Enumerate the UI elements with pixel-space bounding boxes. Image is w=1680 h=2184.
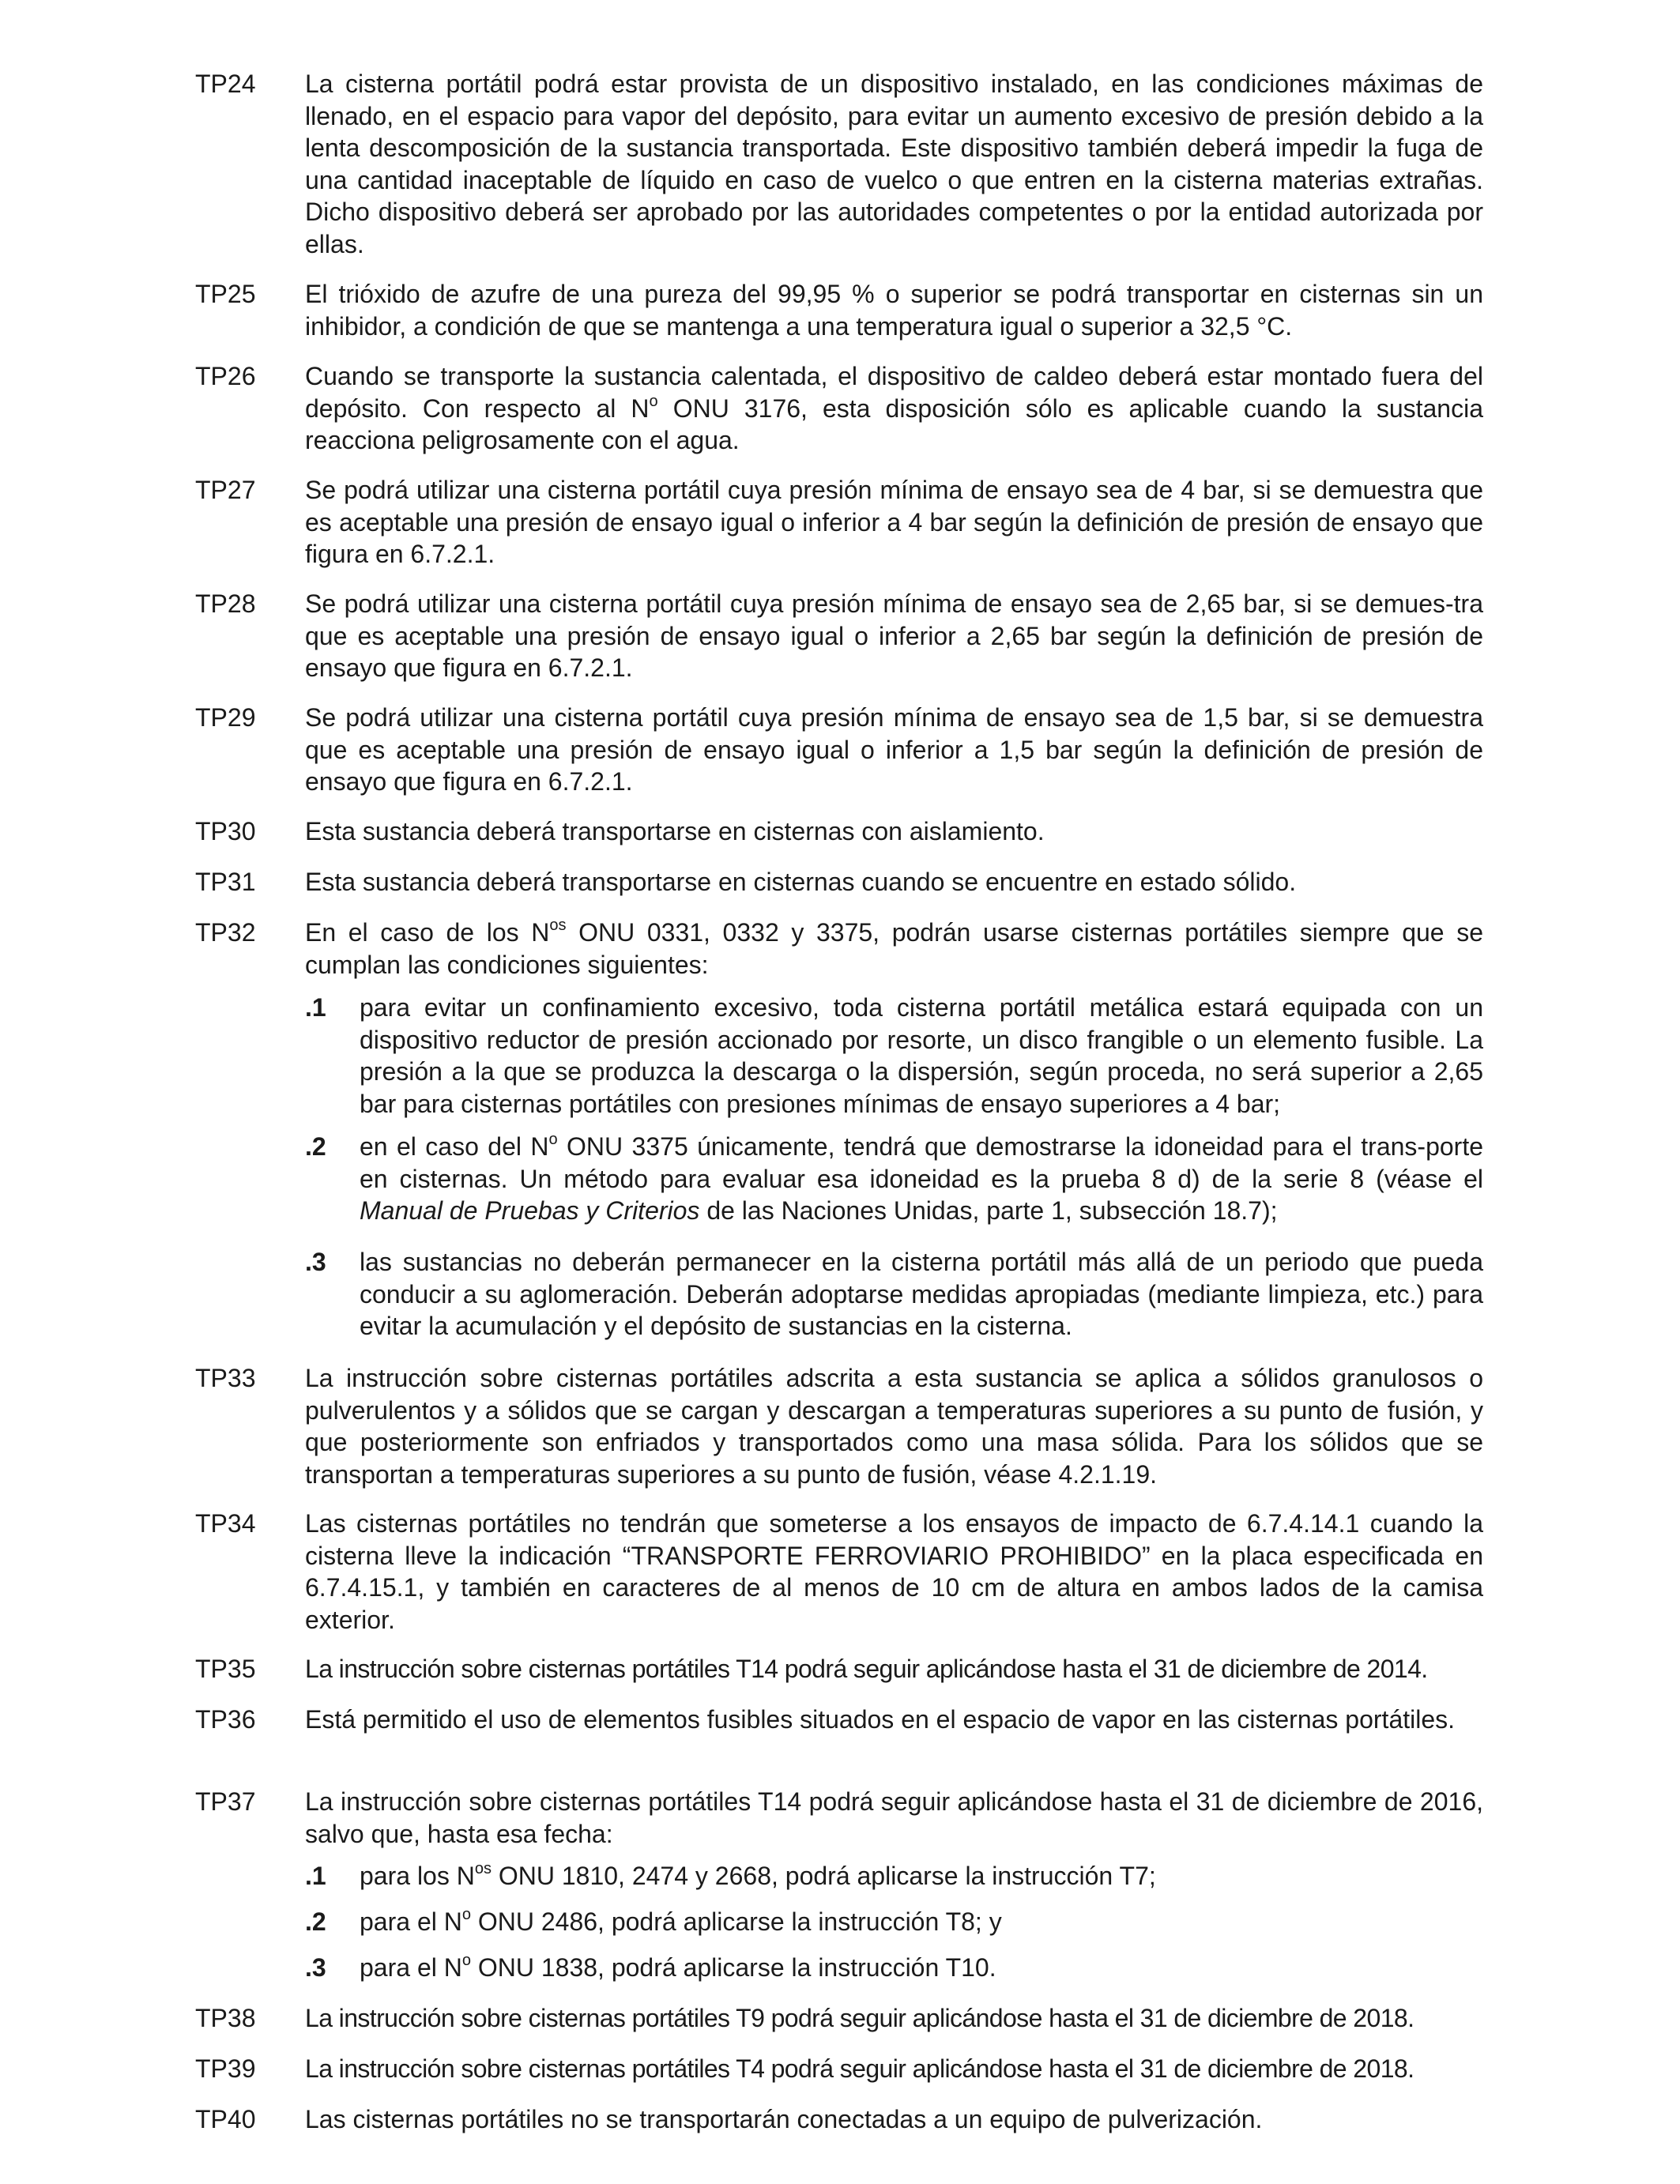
subitem-text: las sustancias no deberán permanecer en la cisterna portátil más allá de un periodo que pueda conducir a su aglomeración. Deberán adoptarse medidas apropiadas (mediante limpieza, etc.) para evitar la acumulación y el depósito de sustancias en la cisterna. (360, 1248, 1483, 1340)
provision-text: La instrucción sobre cisternas portátiles T14 podrá seguir aplicándose hasta el 31 de diciembre de 2014. (305, 1655, 1428, 1683)
subitem-text: para evitar un confinamiento excesivo, toda cisterna portátil metálica estará equipada con un dispositivo reductor de presión accionado por resorte, un disco frangible o un elemento fusible. La presión a la que se produzca la descarga o la dispersión, según proceda, no será superior a 2,65 bar para cisternas portátiles con presiones mínimas de ensayo superiores a 4 bar; (360, 993, 1483, 1118)
subitem-number: .2 (305, 1907, 326, 1936)
provision-text: El trióxido de azufre de una pureza del 99,95 % o superior se podrá transportar en cisternas sin un inhibidor, a condición de que se mantenga a una temperatura igual o superior a 32,5 °C. (305, 280, 1483, 341)
provision-code: TP40 (195, 2105, 256, 2133)
provision-text: La instrucción sobre cisternas portátiles adscrita a esta sustancia se aplica a sólidos granulosos o pulverulentos y a sólidos que se cargan y descargan a temperaturas superiores a su punto de fusión, y que posteriormente son enfriados y transportados como una masa sólida. Para los sólidos que se transportan a temperaturas superiores a su punto de fusión, véase 4.2.1.19. (305, 1364, 1483, 1489)
subitem-number: .1 (305, 993, 326, 1022)
provision-text: Está permitido el uso de elementos fusibles situados en el espacio de vapor en las cisternas portátiles. (305, 1705, 1456, 1734)
provision-text: Se podrá utilizar una cisterna portátil cuya presión mínima de ensayo sea de 2,65 bar, si se demues-tra que es aceptable una presión de ensayo igual o inferior a 2,65 bar según la definición de presión de ensayo que figura en 6.7.2.1. (305, 589, 1483, 682)
provision-text: La instrucción sobre cisternas portátiles T4 podrá seguir aplicándose hasta el 31 de diciembre de 2018. (305, 2054, 1414, 2083)
provision-code: TP25 (195, 280, 256, 308)
provision-text: Esta sustancia deberá transportarse en cisternas cuando se encuentre en estado sólido. (305, 868, 1297, 896)
provision-text: En el caso de los $N^{os}$ ONU 0331, 0332 y 3375, podrán usarse cisternas portátiles siempre que se cumplan las condiciones siguientes: (305, 917, 1484, 979)
provision-code: TP28 (195, 589, 256, 618)
subitem-number: .2 (305, 1132, 326, 1161)
provision-code: TP34 (195, 1509, 256, 1538)
subitem-number: .3 (305, 1248, 326, 1276)
provision-code: TP32 (195, 918, 256, 947)
provision-text: La instrucción sobre cisternas portátiles T14 podrá seguir aplicándose hasta el 31 de diciembre de 2016, salvo que, hasta esa fecha: (305, 1787, 1483, 1848)
provision-text: Cuando se transporte la sustancia calentada, el dispositivo de caldeo deberá estar montado fuera del depósito. Con respecto al $N^o$ ONU 3176, esta disposición sólo es aplicable cuando la sustancia reacciona peligrosamente con el agua. (305, 362, 1484, 454)
provision-code: TP31 (195, 868, 256, 896)
provision-code: TP27 (195, 476, 256, 504)
provision-code: TP38 (195, 2004, 256, 2032)
provision-text: La instrucción sobre cisternas portátiles T9 podrá seguir aplicándose hasta el 31 de diciembre de 2018. (305, 2004, 1414, 2032)
provision-code: TP29 (195, 703, 256, 732)
provision-text: La cisterna portátil podrá estar provista de un dispositivo instalado, en las condiciones máximas de llenado, en el espacio para vapor del depósito, para evitar un aumento excesivo de presión debido a la lenta descomposición de la sustancia transportada. Este dispositivo también deberá impedir la fuga de una cantidad inaceptable de líquido en caso de vuelco o que entren en la cisterna materias extrañas. Dicho dispositivo deberá ser aprobado por las autoridades competentes o por la entidad autorizada por ellas. (305, 70, 1483, 258)
manual-title: Manual de Pruebas y Criterios (360, 1196, 700, 1225)
provision-code: TP37 (195, 1787, 256, 1816)
subitem-text: para el $N^o$ ONU 1838, podrá aplicarse la instrucción T10. (360, 1952, 996, 1982)
subitem-text: para el $N^o$ ONU 2486, podrá aplicarse la instrucción T8; y (360, 1906, 1002, 1936)
subitem-text: en el caso del $N^o$ ONU 3375 únicamente, tendrá que demostrarse la idoneidad para el trans-porte en cisternas. Un método para evaluar esa idoneidad es la prueba 8 d) de la serie 8 (véase el Manual de Pruebas y Criterios de las Naciones Unidas, parte 1, subsección 18.7); (360, 1131, 1484, 1225)
provision-text: Se podrá utilizar una cisterna portátil cuya presión mínima de ensayo sea de 1,5 bar, si se demuestra que es aceptable una presión de ensayo igual o inferior a 1,5 bar según la definición de presión de ensayo que figura en 6.7.2.1. (305, 703, 1483, 796)
provision-text: Las cisternas portátiles no tendrán que someterse a los ensayos de impacto de 6.7.4.14.1 cuando la cisterna lleve la indicación “TRANSPORTE FERROVIARIO PROHIBIDO” en la placa especificada en 6.7.4.15.1, y también en caracteres de al menos de 10 cm de altura en ambos lados de la camisa exterior. (305, 1509, 1483, 1634)
provision-code: TP36 (195, 1705, 256, 1734)
provision-code: TP39 (195, 2054, 256, 2083)
provision-code: TP35 (195, 1655, 256, 1683)
provision-code: TP30 (195, 817, 256, 845)
subitem-number: .3 (305, 1953, 326, 1982)
subitem-number: .1 (305, 1862, 326, 1890)
provision-text: Se podrá utilizar una cisterna portátil cuya presión mínima de ensayo sea de 4 bar, si se demuestra que es aceptable una presión de ensayo igual o inferior a 4 bar según la definición de presión de ensayo que figura en 6.7.2.1. (305, 476, 1483, 568)
subitem-text: para los $N^{os}$ ONU 1810, 2474 y 2668, podrá aplicarse la instrucción T7; (360, 1860, 1156, 1890)
provision-code: TP26 (195, 362, 256, 390)
provision-code: TP24 (195, 70, 256, 98)
provision-text: Esta sustancia deberá transportarse en cisternas con aislamiento. (305, 817, 1045, 845)
provision-text: Las cisternas portátiles no se transportarán conectadas a un equipo de pulverización. (305, 2105, 1263, 2133)
provision-code: TP33 (195, 1364, 256, 1392)
